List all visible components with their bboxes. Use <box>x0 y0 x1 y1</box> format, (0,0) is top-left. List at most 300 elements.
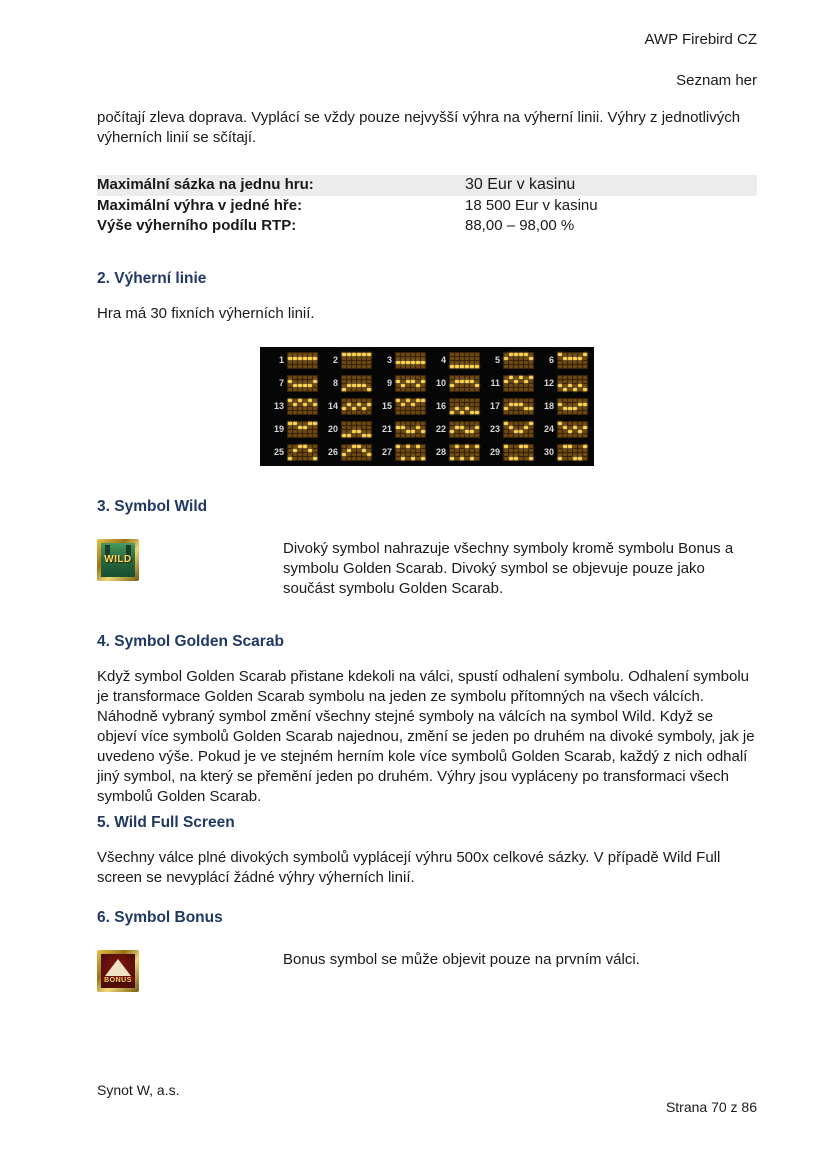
payline-dot-off <box>421 449 425 452</box>
payline-dot-off <box>514 407 518 410</box>
payline-dot-off <box>406 376 410 379</box>
payline-dot-on <box>558 422 562 425</box>
payline-dot-on <box>568 430 572 433</box>
payline-dot-off <box>455 453 459 456</box>
payline-minigrid <box>503 398 534 415</box>
wild-icon-label: WILD <box>104 554 132 565</box>
payline-dot-off <box>524 457 528 460</box>
payline-dot-on <box>514 403 518 406</box>
payline-dot-on <box>558 384 562 387</box>
payline-dot-off <box>298 388 302 391</box>
payline-number: 22 <box>435 424 446 434</box>
payline-number: 18 <box>543 401 554 411</box>
payline-dot-off <box>524 403 528 406</box>
payline-dot-off <box>529 353 533 356</box>
payline-dot-off <box>524 399 528 402</box>
payline-dot-off <box>529 361 533 364</box>
payline-dot-off <box>406 388 410 391</box>
payline-dot-off <box>558 426 562 429</box>
payline-dot-on <box>421 399 425 402</box>
payline-cell <box>428 421 480 438</box>
payline-dot-on <box>470 411 474 414</box>
payline-minigrid <box>503 444 534 461</box>
payline-dot-on <box>288 422 292 425</box>
payline-dot-on <box>465 365 469 368</box>
payline-number: 10 <box>435 378 446 388</box>
payline-cell <box>374 421 426 438</box>
payline-dot-on <box>293 403 297 406</box>
payline-dot-off <box>509 361 513 364</box>
payline-number: 29 <box>489 447 500 457</box>
payline-dot-on <box>288 380 292 383</box>
payline-dot-off <box>288 403 292 406</box>
payline-dot-off <box>504 399 508 402</box>
info-row-label: Výše výherního podílu RTP: <box>97 217 297 234</box>
payline-dot-off <box>288 453 292 456</box>
payline-dot-on <box>416 361 420 364</box>
payline-dot-off <box>421 434 425 437</box>
payline-dot-off <box>470 357 474 360</box>
doc-title: AWP Firebird CZ <box>644 31 757 48</box>
payline-dot-off <box>465 361 469 364</box>
payline-minigrid <box>503 421 534 438</box>
payline-cell <box>428 398 480 415</box>
payline-dot-off <box>303 434 307 437</box>
payline-dot-on <box>303 426 307 429</box>
payline-dot-off <box>357 457 361 460</box>
payline-number: 1 <box>278 355 284 365</box>
wild-symbol-row <box>97 539 757 599</box>
payline-dot-on <box>401 457 405 460</box>
payline-dot-off <box>367 457 371 460</box>
info-row-label: Maximální sázka na jednu hru: <box>97 176 314 193</box>
payline-dot-off <box>293 353 297 356</box>
payline-dot-off <box>460 353 464 356</box>
payline-dot-off <box>455 411 459 414</box>
payline-dot-off <box>313 453 317 456</box>
payline-dot-off <box>411 399 415 402</box>
payline-dot-off <box>411 376 415 379</box>
payline-dot-off <box>578 426 582 429</box>
bonus-icon-label: BONUS <box>104 976 132 984</box>
payline-minigrid <box>395 421 426 438</box>
payline-dot-off <box>367 430 371 433</box>
payline-dot-on <box>509 376 513 379</box>
payline-dot-off <box>450 376 454 379</box>
payline-dot-off <box>352 376 356 379</box>
payline-dot-off <box>475 357 479 360</box>
payline-dot-on <box>357 430 361 433</box>
payline-dot-off <box>342 445 346 448</box>
payline-dot-off <box>558 453 562 456</box>
info-row-value: 88,00 – 98,00 % <box>465 217 575 234</box>
payline-dot-off <box>396 384 400 387</box>
payline-dot-off <box>347 430 351 433</box>
payline-dot-on <box>421 430 425 433</box>
payline-dot-off <box>367 407 371 410</box>
payline-dot-off <box>583 357 587 360</box>
payline-dot-off <box>367 422 371 425</box>
doc-subtitle: Seznam her <box>676 72 757 89</box>
payline-number: 13 <box>273 401 284 411</box>
payline-dot-off <box>470 361 474 364</box>
payline-dot-off <box>475 407 479 410</box>
payline-dot-off <box>504 449 508 452</box>
payline-dot-on <box>465 380 469 383</box>
payline-dot-off <box>421 403 425 406</box>
payline-cell <box>482 352 534 369</box>
payline-dot-off <box>450 353 454 356</box>
payline-dot-off <box>465 388 469 391</box>
payline-dot-on <box>352 384 356 387</box>
payline-minigrid <box>503 352 534 369</box>
payline-dot-off <box>504 384 508 387</box>
payline-dot-on <box>563 426 567 429</box>
payline-dot-off <box>450 422 454 425</box>
payline-dot-on <box>460 380 464 383</box>
payline-minigrid <box>557 421 588 438</box>
payline-dot-off <box>313 434 317 437</box>
payline-dot-off <box>416 453 420 456</box>
payline-dot-off <box>475 422 479 425</box>
payline-dot-off <box>563 453 567 456</box>
payline-dot-off <box>568 361 572 364</box>
payline-dot-on <box>470 380 474 383</box>
payline-dot-off <box>524 365 528 368</box>
payline-dot-on <box>347 384 351 387</box>
payline-dot-off <box>416 365 420 368</box>
payline-cell <box>320 444 372 461</box>
payline-number: 20 <box>327 424 338 434</box>
payline-dot-off <box>573 422 577 425</box>
payline-dot-on <box>475 384 479 387</box>
payline-dot-off <box>460 430 464 433</box>
payline-minigrid <box>341 375 372 392</box>
payline-dot-off <box>450 388 454 391</box>
payline-dot-on <box>288 357 292 360</box>
payline-dot-on <box>298 384 302 387</box>
payline-cell <box>536 375 588 392</box>
payline-dot-off <box>460 388 464 391</box>
payline-dot-off <box>406 411 410 414</box>
payline-dot-off <box>362 361 366 364</box>
payline-dot-on <box>308 357 312 360</box>
payline-dot-off <box>578 449 582 452</box>
payline-dot-on <box>293 357 297 360</box>
payline-dot-off <box>470 388 474 391</box>
payline-dot-off <box>558 388 562 391</box>
payline-dot-off <box>342 449 346 452</box>
payline-dot-off <box>357 453 361 456</box>
payline-dot-off <box>303 376 307 379</box>
payline-dot-off <box>313 411 317 414</box>
payline-dot-off <box>529 453 533 456</box>
payline-dot-on <box>563 445 567 448</box>
payline-dot-on <box>342 353 346 356</box>
payline-dot-off <box>421 384 425 387</box>
payline-dot-off <box>509 449 513 452</box>
payline-dot-on <box>568 407 572 410</box>
payline-dot-on <box>563 357 567 360</box>
payline-dot-off <box>583 434 587 437</box>
payline-cell <box>536 421 588 438</box>
payline-dot-off <box>475 430 479 433</box>
payline-dot-off <box>455 353 459 356</box>
payline-dot-off <box>303 457 307 460</box>
payline-number: 30 <box>543 447 554 457</box>
payline-dot-off <box>519 422 523 425</box>
payline-dot-off <box>313 449 317 452</box>
payline-dot-off <box>568 376 572 379</box>
payline-dot-off <box>298 411 302 414</box>
payline-dot-off <box>313 399 317 402</box>
payline-dot-off <box>524 361 528 364</box>
payline-dot-off <box>367 445 371 448</box>
payline-dot-off <box>421 357 425 360</box>
payline-dot-off <box>504 388 508 391</box>
payline-dot-on <box>347 434 351 437</box>
payline-dot-off <box>293 430 297 433</box>
payline-dot-off <box>396 353 400 356</box>
payline-dot-off <box>411 422 415 425</box>
payline-dot-off <box>401 445 405 448</box>
payline-dot-off <box>357 411 361 414</box>
payline-dot-off <box>583 430 587 433</box>
payline-dot-off <box>524 434 528 437</box>
payline-dot-off <box>421 445 425 448</box>
payline-dot-off <box>401 407 405 410</box>
payline-dot-off <box>308 430 312 433</box>
payline-dot-off <box>347 422 351 425</box>
payline-dot-off <box>396 422 400 425</box>
payline-dot-off <box>347 376 351 379</box>
payline-dot-off <box>509 384 513 387</box>
payline-dot-off <box>288 445 292 448</box>
payline-dot-on <box>342 453 346 456</box>
payline-dot-off <box>342 457 346 460</box>
payline-dot-off <box>509 411 513 414</box>
payline-dot-on <box>406 380 410 383</box>
payline-dot-on <box>573 457 577 460</box>
payline-dot-on <box>396 380 400 383</box>
payline-dot-off <box>504 434 508 437</box>
payline-dot-off <box>460 376 464 379</box>
payline-dot-on <box>308 422 312 425</box>
payline-dot-off <box>313 361 317 364</box>
payline-dot-on <box>519 353 523 356</box>
payline-minigrid <box>395 375 426 392</box>
payline-dot-off <box>519 365 523 368</box>
payline-dot-off <box>470 449 474 452</box>
info-table-row <box>97 196 757 216</box>
payline-dot-off <box>401 411 405 414</box>
payline-number: 11 <box>490 378 500 388</box>
payline-dot-off <box>524 384 528 387</box>
payline-minigrid <box>449 375 480 392</box>
payline-dot-off <box>313 407 317 410</box>
payline-dot-off <box>563 449 567 452</box>
payline-dot-off <box>583 457 587 460</box>
payline-dot-off <box>293 380 297 383</box>
payline-dot-off <box>573 353 577 356</box>
payline-dot-off <box>421 411 425 414</box>
payline-dot-off <box>573 365 577 368</box>
payline-dot-on <box>504 407 508 410</box>
payline-dot-off <box>558 365 562 368</box>
payline-dot-off <box>421 388 425 391</box>
payline-dot-off <box>529 365 533 368</box>
payline-dot-on <box>519 430 523 433</box>
pyramid-icon <box>105 959 131 976</box>
payline-dot-off <box>303 411 307 414</box>
payline-minigrid <box>287 375 318 392</box>
payline-dot-off <box>558 376 562 379</box>
payline-dot-on <box>288 399 292 402</box>
payline-dot-on <box>509 353 513 356</box>
payline-dot-off <box>470 399 474 402</box>
payline-dot-on <box>293 384 297 387</box>
payline-dot-off <box>362 445 366 448</box>
payline-dot-off <box>362 376 366 379</box>
payline-dot-off <box>465 434 469 437</box>
payline-dot-on <box>519 376 523 379</box>
payline-dot-on <box>583 445 587 448</box>
payline-dot-off <box>583 361 587 364</box>
payline-minigrid <box>557 352 588 369</box>
payline-dot-on <box>578 430 582 433</box>
payline-dot-off <box>529 430 533 433</box>
payline-dot-off <box>460 403 464 406</box>
payline-dot-off <box>416 457 420 460</box>
payline-dot-off <box>411 453 415 456</box>
payline-dot-on <box>421 457 425 460</box>
payline-dot-off <box>411 407 415 410</box>
payline-dot-off <box>303 399 307 402</box>
payline-dot-off <box>563 434 567 437</box>
payline-dot-on <box>509 426 513 429</box>
payline-dot-on <box>352 445 356 448</box>
payline-minigrid <box>287 444 318 461</box>
payline-dot-on <box>524 353 528 356</box>
payline-dot-on <box>504 445 508 448</box>
payline-dot-on <box>450 430 454 433</box>
paylines-count-text: Hra má 30 fixních výherních linií. <box>97 305 315 322</box>
payline-number: 24 <box>543 424 554 434</box>
payline-dot-on <box>416 445 420 448</box>
payline-dot-off <box>504 457 508 460</box>
payline-dot-off <box>421 422 425 425</box>
payline-dot-off <box>401 422 405 425</box>
payline-dot-off <box>583 407 587 410</box>
payline-dot-on <box>411 380 415 383</box>
payline-dot-off <box>308 361 312 364</box>
info-table <box>97 175 757 236</box>
payline-dot-off <box>558 399 562 402</box>
payline-dot-on <box>529 357 533 360</box>
payline-dot-on <box>475 426 479 429</box>
payline-dot-off <box>293 434 297 437</box>
payline-dot-off <box>367 384 371 387</box>
payline-dot-off <box>568 403 572 406</box>
payline-dot-on <box>357 353 361 356</box>
payline-dot-on <box>563 407 567 410</box>
payline-dot-off <box>455 384 459 387</box>
payline-dot-off <box>514 376 518 379</box>
payline-dot-off <box>342 422 346 425</box>
payline-dot-on <box>460 411 464 414</box>
payline-dot-off <box>583 453 587 456</box>
payline-cell <box>266 352 318 369</box>
payline-dot-off <box>347 457 351 460</box>
payline-dot-on <box>406 430 410 433</box>
payline-dot-on <box>578 457 582 460</box>
payline-dot-off <box>303 388 307 391</box>
payline-number: 19 <box>273 424 284 434</box>
payline-dot-off <box>313 430 317 433</box>
payline-dot-off <box>367 376 371 379</box>
payline-dot-off <box>568 388 572 391</box>
payline-dot-off <box>519 426 523 429</box>
payline-dot-off <box>573 399 577 402</box>
payline-dot-off <box>578 399 582 402</box>
payline-dot-off <box>421 353 425 356</box>
payline-dot-on <box>465 430 469 433</box>
payline-dot-on <box>357 384 361 387</box>
payline-dot-off <box>357 422 361 425</box>
payline-dot-off <box>411 388 415 391</box>
payline-dot-off <box>406 422 410 425</box>
payline-dot-off <box>421 376 425 379</box>
payline-dot-on <box>578 403 582 406</box>
payline-dot-off <box>401 453 405 456</box>
payline-dot-off <box>583 384 587 387</box>
payline-dot-off <box>519 357 523 360</box>
payline-dot-on <box>455 426 459 429</box>
payline-dot-off <box>529 399 533 402</box>
payline-dot-off <box>298 365 302 368</box>
payline-dot-on <box>298 445 302 448</box>
payline-minigrid <box>449 398 480 415</box>
payline-dot-off <box>450 449 454 452</box>
payline-dot-off <box>524 449 528 452</box>
payline-dot-off <box>578 361 582 364</box>
payline-dot-off <box>396 407 400 410</box>
payline-dot-off <box>563 422 567 425</box>
payline-dot-off <box>455 357 459 360</box>
payline-dot-off <box>313 353 317 356</box>
payline-dot-off <box>347 426 351 429</box>
section-heading-golden-scarab: 4. Symbol Golden Scarab <box>97 633 284 650</box>
payline-cell <box>266 398 318 415</box>
info-row-value: 30 Eur v kasinu <box>465 176 576 193</box>
payline-dot-off <box>558 434 562 437</box>
payline-minigrid <box>449 421 480 438</box>
payline-dot-off <box>347 357 351 360</box>
payline-dot-off <box>362 365 366 368</box>
payline-dot-off <box>573 434 577 437</box>
payline-dot-off <box>293 399 297 402</box>
payline-minigrid <box>395 444 426 461</box>
info-row-label: Maximální výhra v jedné hře: <box>97 197 303 214</box>
payline-dot-on <box>401 361 405 364</box>
payline-dot-on <box>529 376 533 379</box>
payline-dot-off <box>342 399 346 402</box>
payline-dot-on <box>396 399 400 402</box>
payline-dot-off <box>406 353 410 356</box>
payline-dot-off <box>465 426 469 429</box>
payline-dot-on <box>573 357 577 360</box>
payline-dot-off <box>465 357 469 360</box>
